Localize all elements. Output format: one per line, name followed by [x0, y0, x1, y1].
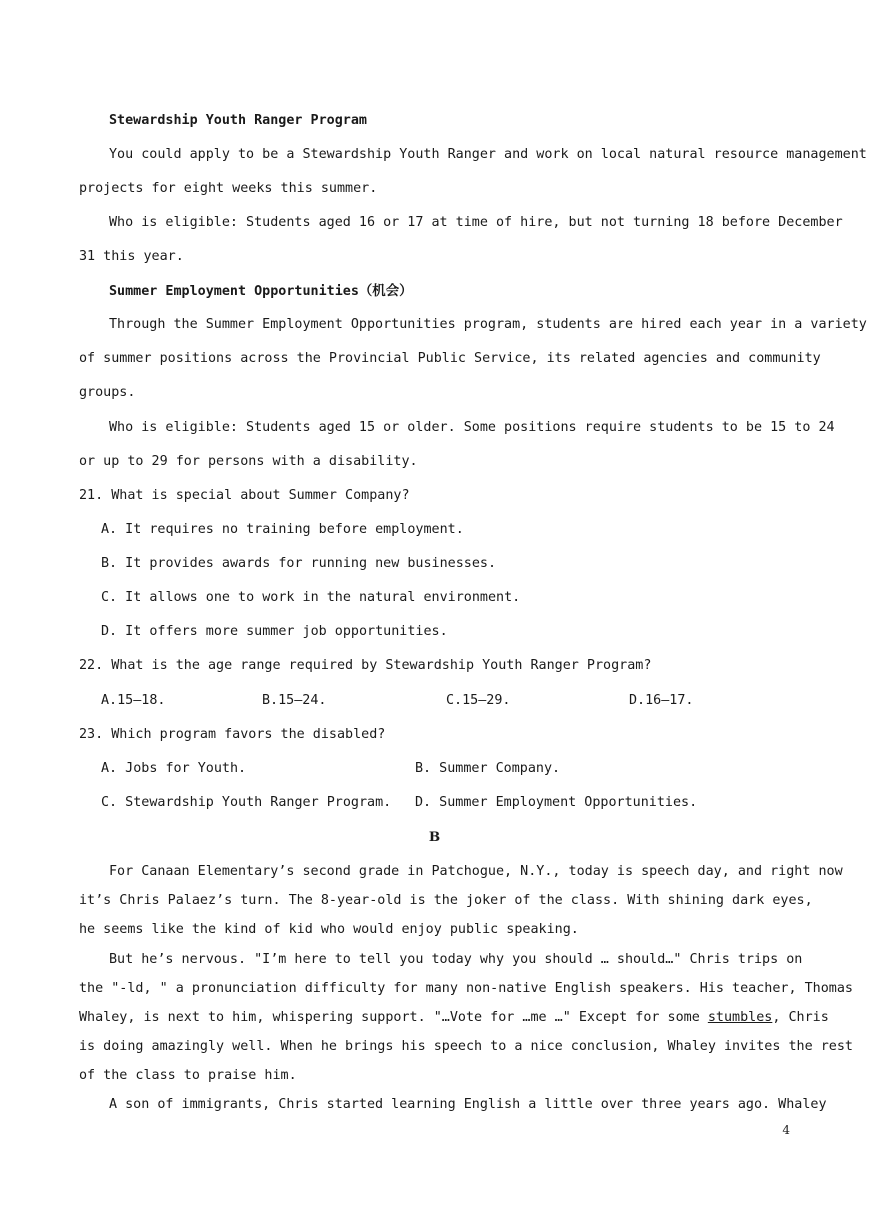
question-21-option-a: A. It requires no training before employment. [101, 522, 464, 537]
question-22-option-b: B.15—24. [262, 693, 327, 708]
question-23-option-c: C. Stewardship Youth Ranger Program. [101, 795, 392, 810]
page-number: 4 [782, 1123, 790, 1137]
passage-b-paragraph-1-line-2: it’s Chris Palaez’s turn. The 8-year-old is the joker of the class. With shining dark eyes, [79, 893, 813, 908]
heading-stewardship-ranger: Stewardship Youth Ranger Program [109, 113, 367, 128]
ranger-paragraph-2-line-2: 31 this year. [79, 249, 184, 264]
heading-summer-employment: Summer Employment Opportunities（机会） [109, 284, 413, 299]
passage-b-paragraph-2-line-4: is doing amazingly well. When he brings his speech to a nice conclusion, Whaley invites the rest [79, 1039, 853, 1054]
question-23-option-a: A. Jobs for Youth. [101, 761, 247, 776]
question-23-stem: 23. Which program favors the disabled? [79, 727, 386, 742]
passage-b-paragraph-1-line-1: For Canaan Elementary’s second grade in Patchogue, N.Y., today is speech day, and right now [109, 864, 843, 879]
question-23-option-d: D. Summer Employment Opportunities. [415, 795, 698, 810]
passage-b-line-3-text-start: Whaley, is next to him, whispering support. "…Vote for …me …" Except for some [79, 1010, 708, 1025]
section-b-label: B [428, 829, 441, 845]
passage-b-paragraph-2-line-2: the "-ld, " a pronunciation difficulty for many non-native English speakers. His teacher, Thomas [79, 981, 853, 996]
seo-paragraph-1-line-2: of summer positions across the Provincial Public Service, its related agencies and community [79, 351, 821, 366]
passage-b-paragraph-2-line-5: of the class to praise him. [79, 1068, 297, 1083]
question-21-option-b: B. It provides awards for running new businesses. [101, 556, 497, 571]
ranger-paragraph-1-line-2: projects for eight weeks this summer. [79, 181, 378, 196]
underlined-word-stumbles: stumbles [707, 1010, 773, 1025]
passage-b-paragraph-2-line-3 [79, 1009, 829, 1027]
question-22-option-c: C.15—29. [446, 693, 511, 708]
seo-paragraph-1-line-1: Through the Summer Employment Opportunities program, students are hired each year in a variety [109, 317, 867, 332]
question-22-stem: 22. What is the age range required by Stewardship Youth Ranger Program? [79, 658, 652, 673]
seo-paragraph-1-line-3: groups. [79, 385, 136, 400]
passage-b-paragraph-3-line-1: A son of immigrants, Chris started learning English a little over three years ago. Whaley [109, 1097, 827, 1112]
question-21-option-c: C. It allows one to work in the natural environment. [101, 590, 521, 605]
question-22-option-a: A.15—18. [101, 693, 166, 708]
question-21-stem: 21. What is special about Summer Company? [79, 488, 410, 503]
passage-b-paragraph-2-line-1: But he’s nervous. "I’m here to tell you today why you should … should…" Chris trips on [109, 952, 803, 967]
ranger-paragraph-1-line-1: You could apply to be a Stewardship Youth Ranger and work on local natural resource management [109, 147, 867, 162]
passage-b-line-3-text-end: , Chris [772, 1010, 829, 1025]
question-21-option-d: D. It offers more summer job opportunities. [101, 624, 448, 639]
question-23-option-b: B. Summer Company. [415, 761, 561, 776]
seo-paragraph-2-line-1: Who is eligible: Students aged 15 or older. Some positions require students to be 15 to 24 [109, 420, 835, 435]
passage-b-paragraph-1-line-3: he seems like the kind of kid who would enjoy public speaking. [79, 922, 579, 937]
question-22-option-d: D.16—17. [629, 693, 694, 708]
ranger-paragraph-2-line-1: Who is eligible: Students aged 16 or 17 at time of hire, but not turning 18 before December [109, 215, 843, 230]
seo-paragraph-2-line-2: or up to 29 for persons with a disability. [79, 454, 418, 469]
